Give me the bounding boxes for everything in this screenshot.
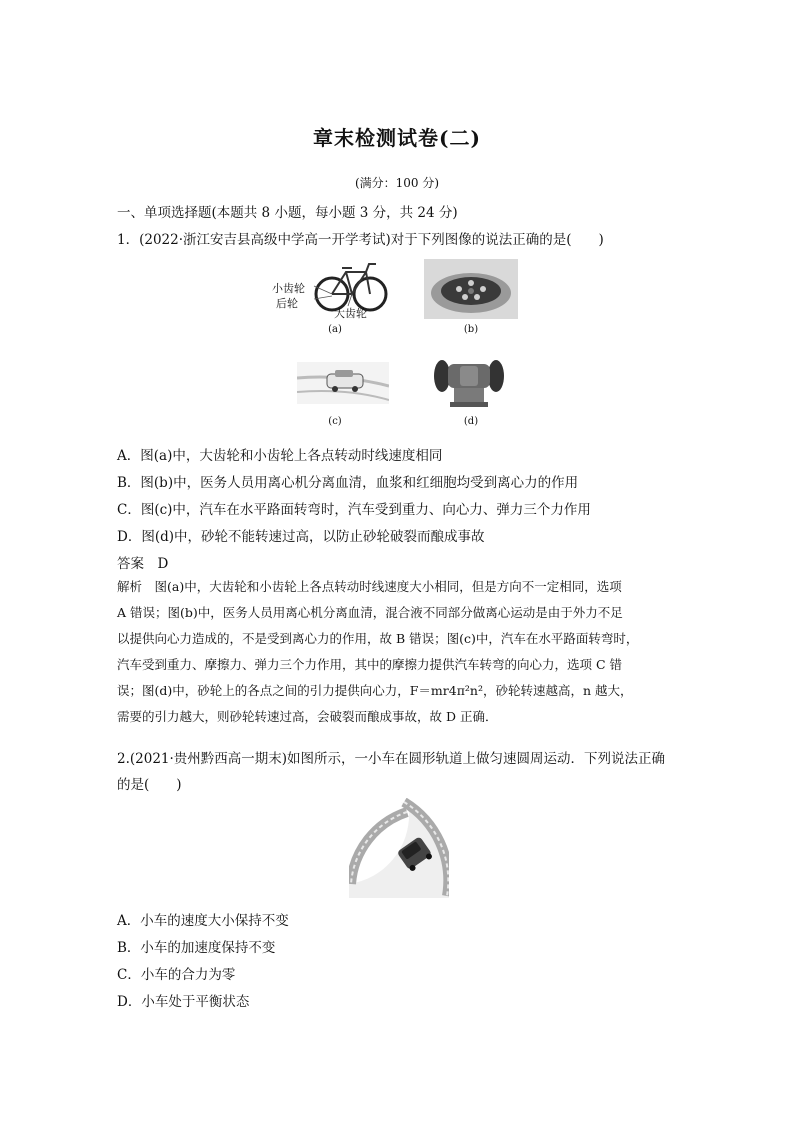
q1-option-d: D．图(d)中，砂轮不能转速过高，以防止砂轮破裂而酿成事故 — [117, 529, 485, 545]
analysis-line: 需要的引力越大，则砂轮转速过高，会破裂而酿成事故，故 D 正确． — [117, 709, 498, 724]
q1-answer: 答案 D — [117, 556, 169, 572]
analysis-line: 汽车受到重力、摩擦力、弹力三个力作用，其中的摩擦力提供汽车转弯的向心力，选项 C 错 — [117, 657, 623, 672]
caption-a: (a) — [328, 324, 342, 335]
small-gear-label: 小齿轮 — [272, 282, 305, 295]
grinder-figure — [432, 356, 506, 408]
question-2-stem-line2: 的是( ) — [117, 777, 182, 793]
q2-option-c: C．小车的合力为零 — [117, 967, 236, 983]
question-2-stem-line1: 2.(2021·贵州黔西高一期末)如图所示，一小车在圆形轨道上做匀速圆周运动．下列说法正确 — [117, 751, 666, 767]
question-1-stem: 1．(2022·浙江安吉县高级中学高一开学考试)对于下列图像的说法正确的是( ) — [117, 232, 604, 248]
analysis-line: 以提供向心力造成的，不是受到离心力的作用，故 B 错误；图(c)中，汽车在水平路面转弯时， — [117, 631, 639, 646]
car-turning-figure — [297, 362, 389, 404]
big-gear-label: 大齿轮 — [334, 307, 367, 320]
q2-option-d: D．小车处于平衡状态 — [117, 994, 250, 1010]
circular-track-figure — [349, 798, 449, 898]
page-title: 章末检测试卷(二) — [313, 126, 481, 150]
q1-option-c: C．图(c)中，汽车在水平路面转弯时，汽车受到重力、向心力、弹力三个力作用 — [117, 502, 591, 518]
analysis-line: 解析 图(a)中，大齿轮和小齿轮上各点转动时线速度大小相同，但是方向不一定相同，选项 — [117, 579, 622, 594]
analysis-line: A 错误；图(b)中，医务人员用离心机分离血清，混合液不同部分做离心运动是由于外力不足 — [117, 605, 623, 620]
caption-b: (b) — [463, 324, 479, 335]
q2-option-b: B．小车的加速度保持不变 — [117, 940, 276, 956]
caption-c: (c) — [328, 416, 342, 427]
q1-option-a: A．图(a)中，大齿轮和小齿轮上各点转动时线速度相同 — [117, 448, 443, 464]
q2-option-a: A．小车的速度大小保持不变 — [117, 913, 289, 929]
section-heading: 一、单项选择题(本题共 8 小题，每小题 3 分，共 24 分) — [117, 205, 458, 221]
centrifuge-figure — [424, 259, 518, 319]
q1-option-b: B．图(b)中，医务人员用离心机分离血清，血浆和红细胞均受到离心力的作用 — [117, 475, 579, 491]
rear-wheel-label: 后轮 — [276, 297, 298, 310]
full-score-note: (满分：100 分) — [354, 176, 440, 190]
analysis-line: 误；图(d)中，砂轮上的各点之间的引力提供向心力，F＝mr4π²n²，砂轮转速越高，n 越大， — [117, 683, 633, 698]
q1-analysis — [117, 574, 677, 730]
caption-d: (d) — [463, 416, 479, 427]
